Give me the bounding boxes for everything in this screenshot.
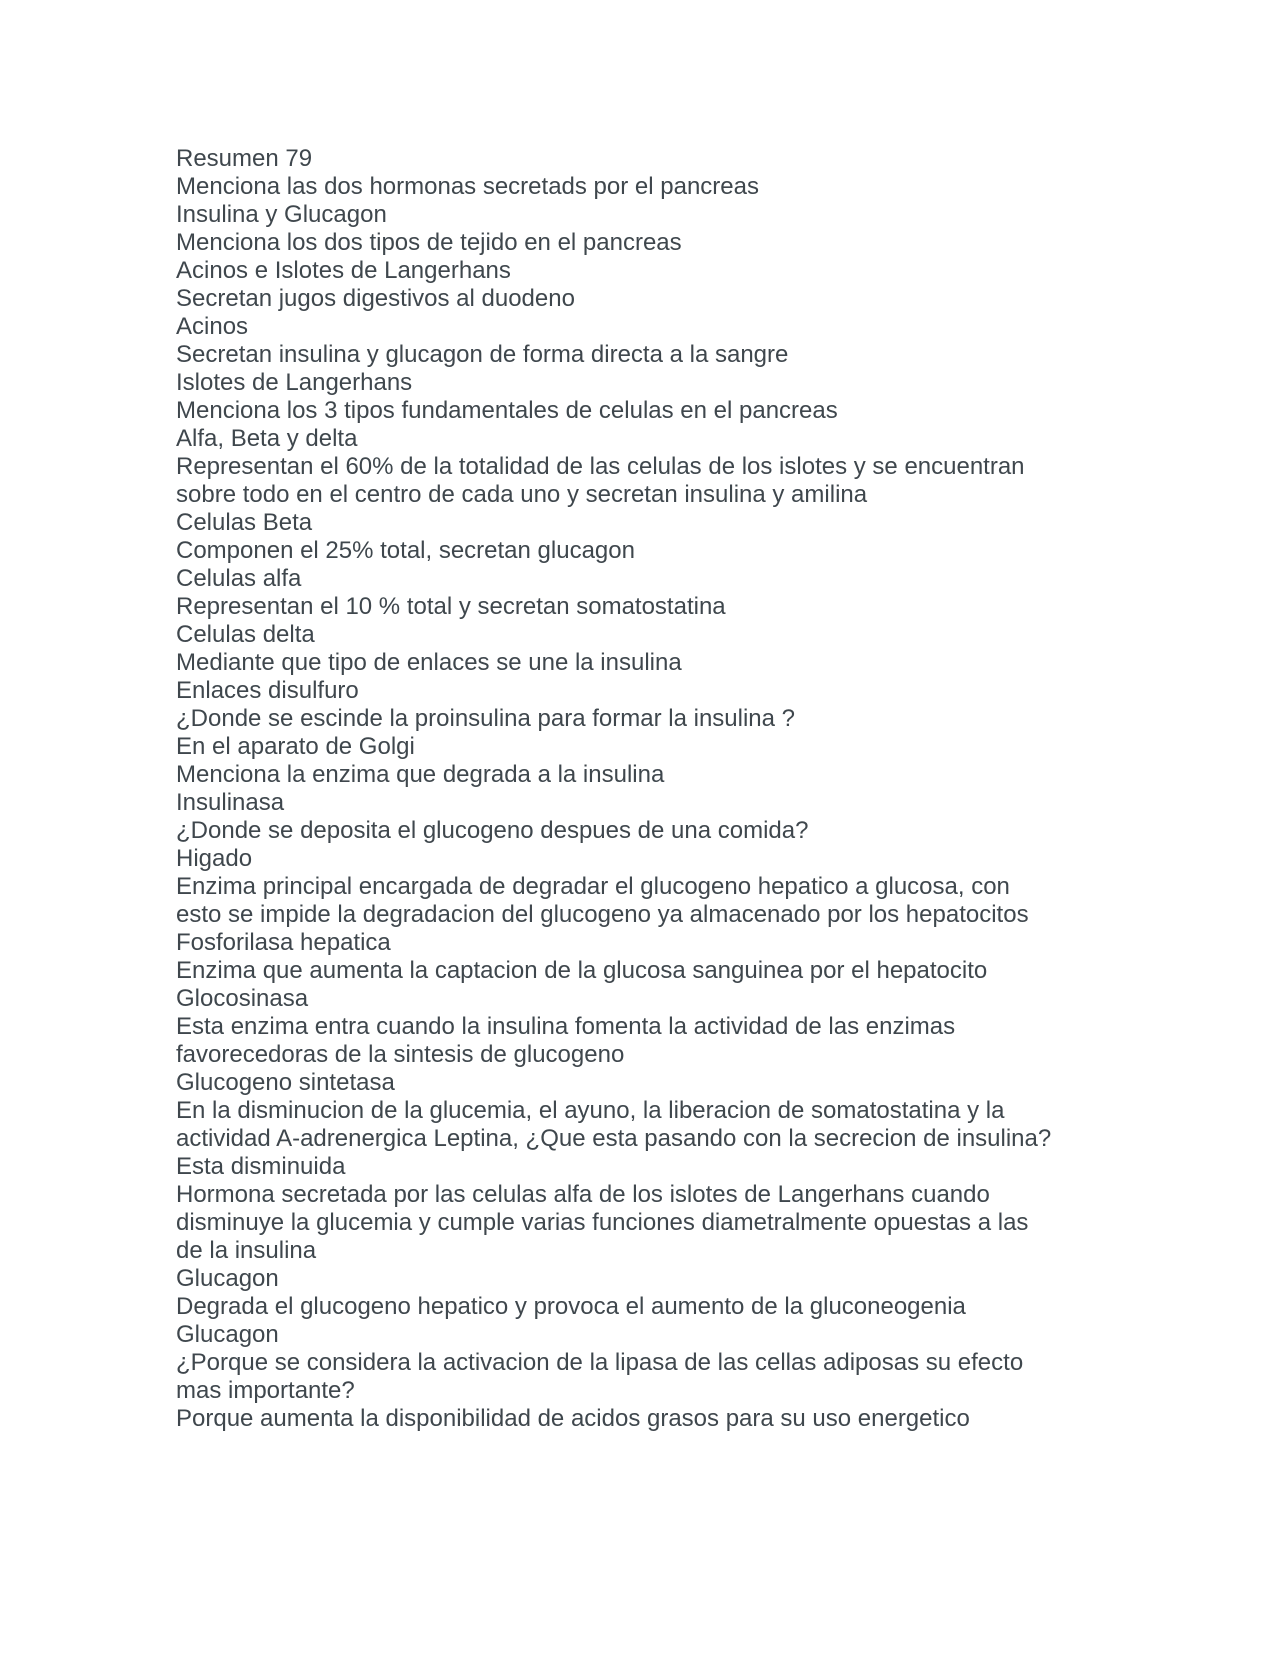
text-line: Celulas alfa — [176, 565, 302, 592]
text-line: esto se impide la degradacion del glucogeno ya almacenado por los hepatocitos — [176, 901, 1029, 928]
text-line: Glucogeno sintetasa — [176, 1069, 395, 1096]
text-line: Celulas delta — [176, 621, 315, 648]
document-title: Resumen 79 — [176, 145, 313, 172]
text-line: de la insulina — [176, 1237, 317, 1264]
text-line: Representan el 10 % total y secretan somatostatina — [176, 593, 726, 620]
text-line: En la disminucion de la glucemia, el ayuno, la liberacion de somatostatina y la — [176, 1097, 1005, 1124]
text-line: Esta enzima entra cuando la insulina fomenta la actividad de las enzimas — [176, 1013, 956, 1040]
text-line: Celulas Beta — [176, 509, 313, 536]
text-line: Hormona secretada por las celulas alfa de los islotes de Langerhans cuando — [176, 1181, 990, 1208]
text-line: Fosforilasa hepatica — [176, 929, 391, 956]
text-line: Enzima principal encargada de degradar el glucogeno hepatico a glucosa, con — [176, 873, 1010, 900]
text-line: Acinos e Islotes de Langerhans — [176, 257, 511, 284]
text-line: En el aparato de Golgi — [176, 733, 415, 760]
text-line: Glucagon — [176, 1321, 279, 1348]
text-line: ¿Donde se deposita el glucogeno despues de una comida? — [176, 817, 809, 844]
text-line: Alfa, Beta y delta — [176, 425, 358, 452]
text-line: Secretan insulina y glucagon de forma directa a la sangre — [176, 341, 789, 368]
text-line: ¿Donde se escinde la proinsulina para formar la insulina ? — [176, 705, 796, 732]
text-line: favorecedoras de la sintesis de glucogeno — [176, 1041, 625, 1068]
text-line: ¿Porque se considera la activacion de la lipasa de las cellas adiposas su efecto — [176, 1349, 1024, 1376]
text-line: Glucagon — [176, 1265, 279, 1292]
text-line: Esta disminuida — [176, 1153, 346, 1180]
text-line: Menciona la enzima que degrada a la insulina — [176, 761, 665, 788]
text-line: sobre todo en el centro de cada uno y secretan insulina y amilina — [176, 481, 868, 508]
text-line: Islotes de Langerhans — [176, 369, 413, 396]
text-line: Componen el 25% total, secretan glucagon — [176, 537, 635, 564]
text-line: Insulina y Glucagon — [176, 201, 387, 228]
text-line: Enlaces disulfuro — [176, 677, 359, 704]
text-line: Representan el 60% de la totalidad de las celulas de los islotes y se encuentran — [176, 453, 1025, 480]
text-line: Porque aumenta la disponibilidad de acidos grasos para su uso energetico — [176, 1405, 970, 1432]
text-line: Insulinasa — [176, 789, 285, 816]
text-line: Secretan jugos digestivos al duodeno — [176, 285, 575, 312]
text-line: disminuye la glucemia y cumple varias funciones diametralmente opuestas a las — [176, 1209, 1029, 1236]
text-line: Glocosinasa — [176, 985, 309, 1012]
text-line: Acinos — [176, 313, 249, 340]
text-line: Degrada el glucogeno hepatico y provoca el aumento de la gluconeogenia — [176, 1293, 966, 1320]
text-line: mas importante? — [176, 1377, 355, 1404]
text-line: Menciona los dos tipos de tejido en el pancreas — [176, 229, 682, 256]
text-line: Higado — [176, 845, 253, 872]
text-line: Mediante que tipo de enlaces se une la insulina — [176, 649, 682, 676]
text-line: Enzima que aumenta la captacion de la glucosa sanguinea por el hepatocito — [176, 957, 988, 984]
text-line: actividad A-adrenergica Leptina, ¿Que esta pasando con la secrecion de insulina? — [176, 1125, 1052, 1152]
text-line: Menciona las dos hormonas secretads por el pancreas — [176, 173, 759, 200]
text-line: Menciona los 3 tipos fundamentales de celulas en el pancreas — [176, 397, 838, 424]
document-body — [176, 145, 1106, 1433]
